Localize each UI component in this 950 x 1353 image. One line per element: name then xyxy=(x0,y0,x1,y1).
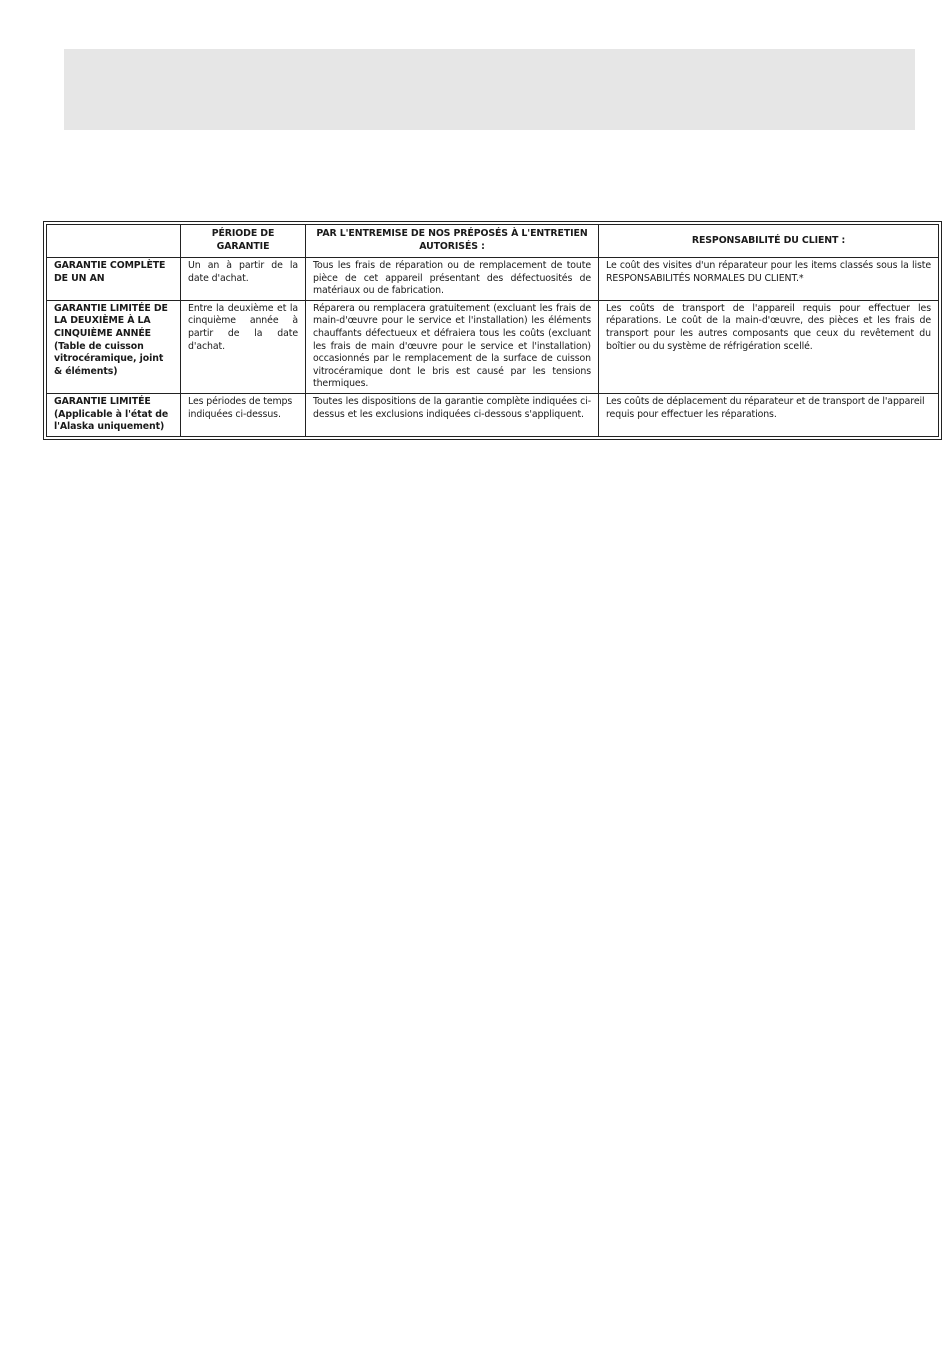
header-type xyxy=(47,225,181,258)
table-header-row xyxy=(47,225,939,258)
header-band xyxy=(64,49,915,130)
warranty-period: Un an à partir de la date d'achat. xyxy=(181,258,306,301)
warranty-client: Les coûts de déplacement du réparateur et de transport de l'appareil requis pour effectuer les réparations. xyxy=(599,393,939,436)
warranty-period: Entre la deuxième et la cinquième année à partir de la date d'achat. xyxy=(181,300,306,393)
warranty-service: Réparera ou remplacera gratuitement (excluant les frais de main-d'œuvre pour le service et l'installation) les éléments chauffants défectueux et défraiera tous les coûts (excluant les frais de main d'œuvre pour le service et l'installation) occasionnés par le remplacement de la surface de cuisson vitrocéramique dont le bris est causé par les tensions thermiques. xyxy=(306,300,599,393)
warranty-type: GARANTIE COMPLÈTE DE UN AN xyxy=(54,260,166,284)
warranty-table xyxy=(46,224,939,437)
warranty-service: Tous les frais de réparation ou de remplacement de toute pièce de cet appareil présentant des défectuosités de matériaux ou de fabrication. xyxy=(306,258,599,301)
warranty-type-note: (Table de cuisson vitrocéramique, joint & éléments) xyxy=(54,340,164,377)
warranty-period: Les périodes de temps indiquées ci-dessus. xyxy=(181,393,306,436)
table-row xyxy=(47,258,939,301)
header-service: PAR L'ENTREMISE DE NOS PRÉPOSÉS À L'ENTRETIEN AUTORISÉS : xyxy=(306,225,599,258)
warranty-type-cell xyxy=(47,258,181,301)
warranty-service: Toutes les dispositions de la garantie complète indiquées ci-dessus et les exclusions indiquées ci-dessous s'appliquent. xyxy=(306,393,599,436)
warranty-type-note: (Applicable à l'état de l'Alaska uniquement) xyxy=(54,408,169,433)
warranty-client: Le coût des visites d'un réparateur pour les items classés sous la liste RESPONSABILITÉS NORMALES DU CLIENT.* xyxy=(599,258,939,301)
table-row xyxy=(47,393,939,436)
header-period: PÉRIODE DE GARANTIE xyxy=(181,225,306,258)
warranty-type-cell xyxy=(47,393,181,436)
warranty-type: GARANTIE LIMITÉE xyxy=(54,395,151,407)
warranty-client: Les coûts de transport de l'appareil requis pour effectuer les réparations. Le coût de la main-d'œuvre, des pièces et les frais de transport pour les autres composants que ceux du revêtement du boîtier ou du système de réfrigération scellé. xyxy=(599,300,939,393)
warranty-table-frame xyxy=(43,221,942,440)
header-client: RESPONSABILITÉ DU CLIENT : xyxy=(599,225,939,258)
warranty-type: GARANTIE LIMITÉE DE LA DEUXIÈME À LA CINQUIÈME ANNÉE xyxy=(54,302,168,339)
table-row xyxy=(47,300,939,393)
warranty-type-cell xyxy=(47,300,181,393)
